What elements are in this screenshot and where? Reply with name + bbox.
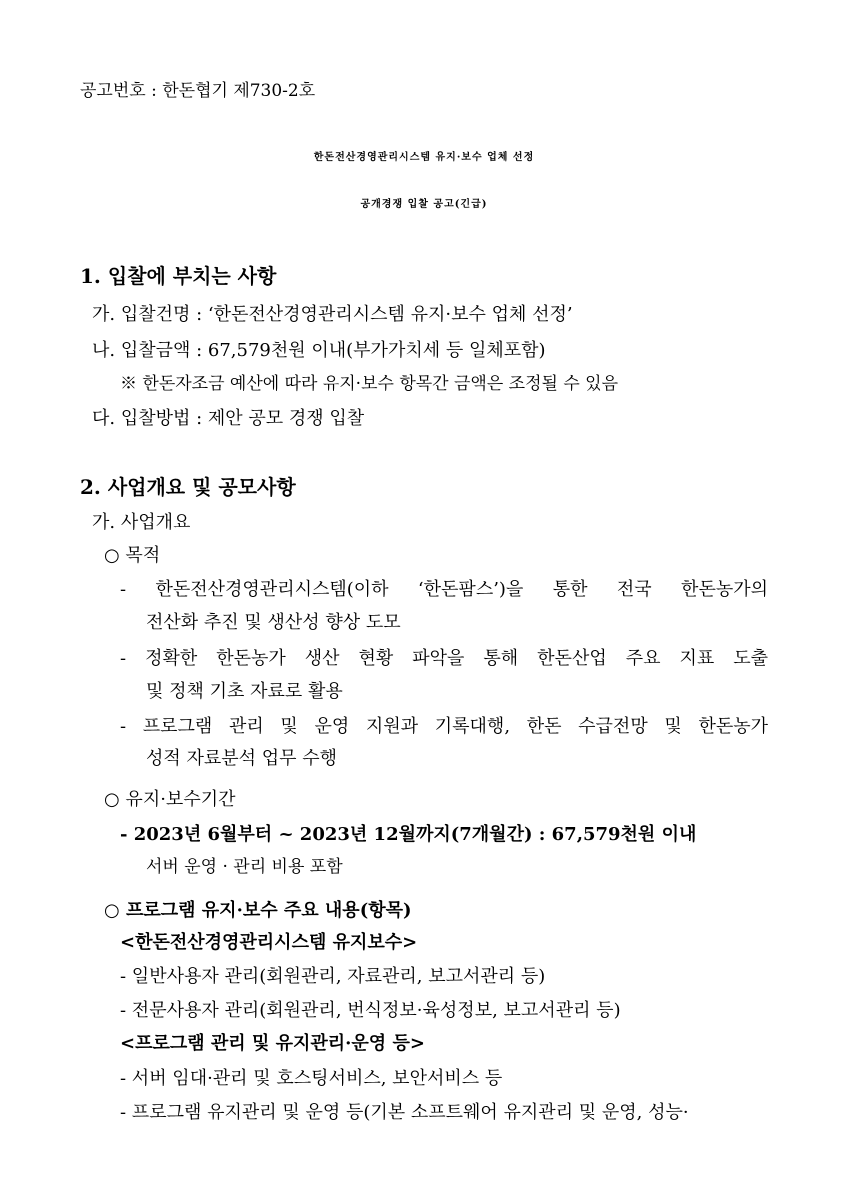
period-line: - 2023년 6월부터 ~ 2023년 12월까지(7개월간) : 67,579천원 이내 (120, 824, 697, 845)
group2-title: <프로그램 관리 및 유지관리·운영 등> (120, 1033, 425, 1054)
purpose-item-1-line2: 전산화 추진 및 생산성 향상 도모 (146, 612, 401, 633)
business-overview-label: 가. 사업개요 (92, 512, 191, 533)
period-note: 서버 운영 · 관리 비용 포함 (146, 857, 343, 877)
notice-number: 공고번호 : 한돈협기 제730-2호 (80, 81, 316, 101)
section2-heading: 2. 사업개요 및 공모사항 (80, 475, 296, 499)
purpose-title: ○ 목적 (104, 545, 161, 566)
program-maintenance-title: ○ 프로그램 유지·보수 주요 내용(항목) (104, 900, 412, 921)
purpose-item-1-line1: - 한돈전산경영관리시스템(이하 ‘한돈팜스’)을 통한 전국 한돈농가의 (120, 579, 768, 600)
purpose-item-2-line2: 및 정책 기초 자료로 활용 (146, 681, 343, 702)
bid-name: 가. 입찰건명 : ‘한돈전산경영관리시스템 유지·보수 업체 선정’ (92, 304, 573, 325)
purpose-item-3-line2: 성적 자료분석 업무 수행 (146, 748, 338, 769)
group1-item-1: - 일반사용자 관리(회원관리, 자료관리, 보고서관리 등) (120, 966, 546, 987)
bid-amount: 나. 입찰금액 : 67,579천원 이내(부가가치세 등 일체포함) (92, 340, 546, 361)
group2-item-2: - 프로그램 유지관리 및 운영 등(기본 소프트웨어 유지관리 및 운영, 성능· (120, 1102, 689, 1123)
group1-item-2: - 전문사용자 관리(회원관리, 번식정보·육성정보, 보고서관리 등) (120, 1000, 621, 1021)
period-title: ○ 유지·보수기간 (104, 789, 236, 810)
budget-note: ※ 한돈자조금 예산에 따라 유지·보수 항목간 금액은 조정될 수 있음 (120, 374, 619, 394)
group2-item-1: - 서버 임대·관리 및 호스팅서비스, 보안서비스 등 (120, 1068, 503, 1089)
group1-title: <한돈전산경영관리시스템 유지보수> (120, 932, 418, 953)
document-title-line2: 공개경쟁 입찰 공고(긴급) (360, 199, 488, 210)
purpose-item-2-line1: - 정확한 한돈농가 생산 현황 파악을 통해 한돈산업 주요 지표 도출 (120, 648, 768, 669)
document-title-line1: 한돈전산경영관리시스템 유지·보수 업체 선정 (313, 152, 535, 163)
section1-heading: 1. 입찰에 부치는 사항 (80, 264, 277, 288)
bid-method: 다. 입찰방법 : 제안 공모 경쟁 입찰 (92, 408, 365, 429)
purpose-item-3-line1: - 프로그램 관리 및 운영 지원과 기록대행, 한돈 수급전망 및 한돈농가 (120, 716, 768, 737)
